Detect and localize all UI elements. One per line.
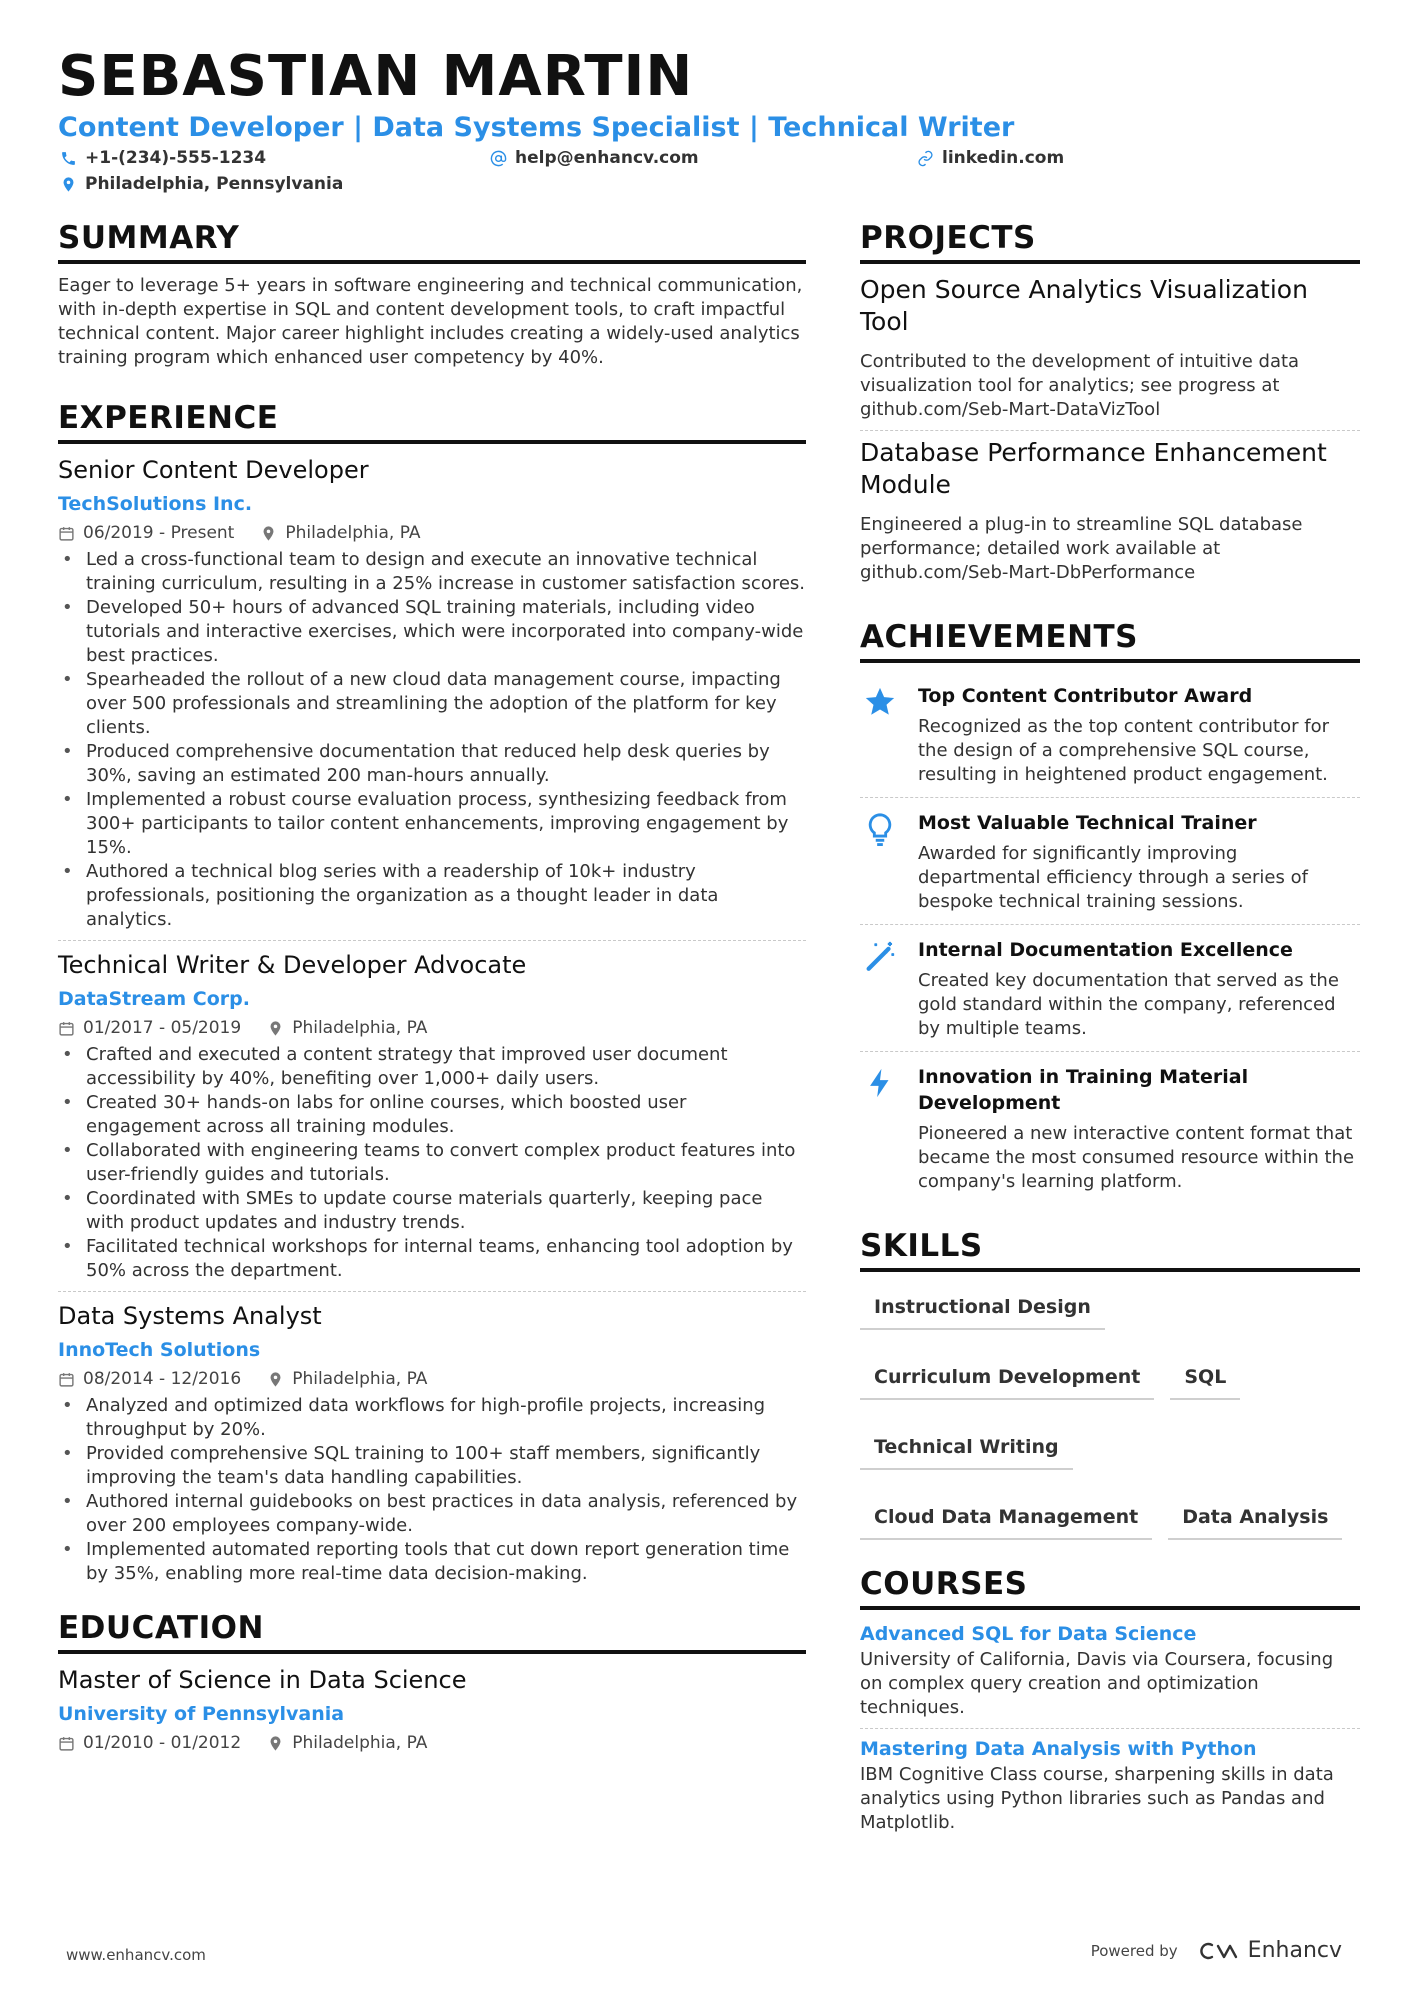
courses-heading: COURSES — [860, 1566, 1360, 1610]
education-dates: 01/2010 - 01/2012 — [83, 1733, 242, 1753]
job-company: InnoTech Solutions — [58, 1339, 261, 1361]
lightbulb-icon — [863, 812, 897, 846]
enhancv-logo-icon — [1196, 1940, 1240, 1962]
school: University of Pennsylvania — [58, 1703, 345, 1725]
job-location: Philadelphia, PA — [292, 1018, 428, 1038]
divider — [860, 1051, 1360, 1052]
contact-location — [60, 174, 343, 194]
job-role: Technical Writer & Developer Advocate — [58, 951, 527, 979]
bullet-item: • Developed 50+ hours of advanced SQL training materials, including video tutorials and interactive exercises, which were incorporated into company-wide best practices. — [58, 596, 806, 668]
magic-wand-icon — [863, 939, 897, 973]
project-title: Database Performance Enhancement Module — [860, 438, 1327, 499]
education-meta — [58, 1730, 806, 1756]
job-entry — [58, 949, 806, 1283]
bullet-item: • Coordinated with SMEs to update course materials quarterly, keeping pace with product updates and industry trends. — [58, 1187, 806, 1235]
contact-linkedin — [917, 148, 1064, 168]
bullet-item: • Crafted and executed a content strategy that improved user document accessibility by 40%, benefiting over 1,000+ daily users. — [58, 1043, 806, 1091]
course-title: Mastering Data Analysis with Python — [860, 1738, 1257, 1760]
achievements-section — [860, 619, 1360, 1202]
powered-by-text: Powered by — [1090, 1941, 1178, 1960]
job-company: TechSolutions Inc. — [58, 493, 253, 515]
linkedin-text[interactable]: linkedin.com — [942, 148, 1065, 168]
skill-tag: Curriculum Development — [860, 1358, 1154, 1400]
right-column — [860, 220, 1360, 1835]
project-entry — [860, 274, 1360, 422]
achievements-heading: ACHIEVEMENTS — [860, 619, 1360, 663]
job-role: Senior Content Developer — [58, 456, 369, 484]
project-desc: Contributed to the development of intuitive data visualization tool for analytics; see progress at github.com/Seb-Mart-DataVizTool — [860, 351, 1300, 420]
bullet-item: • Implemented automated reporting tools that cut down report generation time by 35%, enabling more real-time data decision-making. — [58, 1538, 806, 1586]
achievement-desc: Awarded for significantly improving departmental efficiency through a series of bespoke technical training sessions. — [918, 843, 1308, 912]
course-title: Advanced SQL for Data Science — [860, 1623, 1197, 1645]
divider — [860, 430, 1360, 431]
skills-section — [860, 1228, 1360, 1540]
job-entry — [58, 454, 806, 932]
footer-website[interactable]: www.enhancv.com — [66, 1946, 206, 1964]
calendar-icon — [58, 1020, 75, 1037]
education-location: Philadelphia, PA — [292, 1733, 428, 1753]
achievement-title: Most Valuable Technical Trainer — [918, 812, 1257, 834]
skill-tag: Data Analysis — [1168, 1498, 1342, 1540]
left-column — [58, 220, 806, 1756]
location-text: Philadelphia, Pennsylvania — [85, 174, 344, 194]
calendar-icon — [58, 1371, 75, 1388]
contact-email — [490, 148, 699, 168]
bullet-item: • Authored internal guidebooks on best practices in data analysis, referenced by over 200 employees company-wide. — [58, 1490, 806, 1538]
degree: Master of Science in Data Science — [58, 1666, 467, 1694]
star-icon — [863, 685, 897, 719]
location-pin-icon — [260, 525, 277, 542]
job-role: Data Systems Analyst — [58, 1302, 322, 1330]
achievement-title: Innovation in Training Material Development — [918, 1066, 1249, 1114]
footer-branding — [1091, 1938, 1342, 1963]
achievement-item — [860, 673, 1360, 795]
contact-phone — [60, 148, 266, 168]
project-entry — [860, 437, 1360, 585]
job-entry — [58, 1300, 806, 1586]
experience-section — [58, 400, 806, 1586]
location-pin-icon — [267, 1735, 284, 1752]
bullet-item: • Analyzed and optimized data workflows for high-profile projects, increasing throughput by 20%. — [58, 1394, 806, 1442]
achievement-title: Internal Documentation Excellence — [918, 939, 1293, 961]
lightning-icon — [863, 1066, 897, 1100]
job-dates: 06/2019 - Present — [83, 523, 235, 543]
candidate-name: SEBASTIAN MARTIN — [58, 44, 694, 109]
skill-tag: Cloud Data Management — [860, 1498, 1152, 1540]
at-sign-icon — [490, 150, 507, 167]
divider — [860, 1728, 1360, 1729]
phone-text[interactable]: +1-(234)-555-1234 — [85, 148, 267, 168]
summary-text: Eager to leverage 5+ years in software engineering and technical communication, with in-depth expertise in SQL and content development tools, to craft impactful technical content. Major career highlight includes creating a widely-used analytics training program which enhanced user competency by 40%. — [58, 275, 803, 368]
email-text[interactable]: help@enhancv.com — [515, 148, 699, 168]
course-desc: IBM Cognitive Class course, sharpening skills in data analytics using Python libraries such as Pandas and Matplotlib. — [860, 1764, 1334, 1833]
divider — [58, 1291, 806, 1292]
project-desc: Engineered a plug-in to streamline SQL database performance; detailed work available at github.com/Seb-Mart-DbPerformance — [860, 514, 1303, 583]
bullet-item: • Produced comprehensive documentation that reduced help desk queries by 30%, saving an estimated 200 man-hours annually. — [58, 740, 806, 788]
achievement-item — [860, 1054, 1360, 1202]
achievement-item — [860, 927, 1360, 1049]
bullet-item: • Authored a technical blog series with a readership of 10k+ industry professionals, positioning the organization as a thought leader in data analytics. — [58, 860, 806, 932]
bullet-item: • Implemented a robust course evaluation process, synthesizing feedback from 300+ participants to tailor content enhancements, improving engagement by 15%. — [58, 788, 806, 860]
summary-section — [58, 220, 806, 370]
experience-heading: EXPERIENCE — [58, 400, 806, 444]
achievement-title: Top Content Contributor Award — [918, 685, 1253, 707]
phone-icon — [60, 150, 77, 167]
project-title: Open Source Analytics Visualization Tool — [860, 275, 1308, 336]
projects-heading: PROJECTS — [860, 220, 1360, 264]
job-dates: 01/2017 - 05/2019 — [83, 1018, 242, 1038]
location-pin-icon — [60, 176, 77, 193]
skill-tag: Instructional Design — [860, 1288, 1105, 1330]
bullet-item: • Spearheaded the rollout of a new cloud data management course, impacting over 500 professionals and streamlining the adoption of the platform for key clients. — [58, 668, 806, 740]
brand-name: Enhancv — [1247, 1938, 1342, 1963]
calendar-icon — [58, 525, 75, 542]
job-bullets — [58, 1394, 806, 1586]
link-icon — [917, 150, 934, 167]
job-bullets — [58, 1043, 806, 1283]
job-dates: 08/2014 - 12/2016 — [83, 1369, 242, 1389]
skill-tag: Technical Writing — [860, 1428, 1073, 1470]
bullet-item: • Led a cross-functional team to design and execute an innovative technical training curriculum, resulting in a 25% increase in customer satisfaction scores. — [58, 548, 806, 596]
skills-heading: SKILLS — [860, 1228, 1360, 1272]
course-desc: University of California, Davis via Coursera, focusing on complex query creation and optimization techniques. — [860, 1649, 1334, 1718]
job-bullets — [58, 548, 806, 932]
achievement-item — [860, 800, 1360, 922]
projects-section — [860, 220, 1360, 585]
bullet-item: • Facilitated technical workshops for internal teams, enhancing tool adoption by 50% across the department. — [58, 1235, 806, 1283]
job-location: Philadelphia, PA — [285, 523, 421, 543]
job-meta — [58, 1015, 806, 1041]
divider — [860, 924, 1360, 925]
location-pin-icon — [267, 1020, 284, 1037]
calendar-icon — [58, 1735, 75, 1752]
brand-logo[interactable] — [1196, 1938, 1342, 1963]
job-location: Philadelphia, PA — [292, 1369, 428, 1389]
job-meta — [58, 1366, 806, 1392]
achievement-desc: Created key documentation that served as the gold standard within the company, referenced by multiple teams. — [918, 970, 1339, 1039]
headline: Content Developer | Data Systems Specialist | Technical Writer — [58, 112, 1015, 143]
summary-heading: SUMMARY — [58, 220, 806, 264]
divider — [58, 940, 806, 941]
divider — [860, 797, 1360, 798]
location-pin-icon — [267, 1371, 284, 1388]
bullet-item: • Created 30+ hands-on labs for online courses, which boosted user engagement across all training modules. — [58, 1091, 806, 1139]
achievement-desc: Pioneered a new interactive content format that became the most consumed resource within the company's learning platform. — [918, 1123, 1355, 1192]
education-section — [58, 1610, 806, 1756]
achievement-desc: Recognized as the top content contributor for the design of a comprehensive SQL course, resulting in heightened product engagement. — [918, 716, 1329, 785]
skills-list — [860, 1282, 1360, 1540]
job-meta — [58, 520, 806, 546]
job-company: DataStream Corp. — [58, 988, 250, 1010]
skill-tag: SQL — [1170, 1358, 1240, 1400]
bullet-item: • Provided comprehensive SQL training to 100+ staff members, significantly improving the team's data handling capabilities. — [58, 1442, 806, 1490]
courses-section — [860, 1566, 1360, 1835]
education-heading: EDUCATION — [58, 1610, 806, 1654]
bullet-item: • Collaborated with engineering teams to convert complex product features into user-friendly guides and tutorials. — [58, 1139, 806, 1187]
